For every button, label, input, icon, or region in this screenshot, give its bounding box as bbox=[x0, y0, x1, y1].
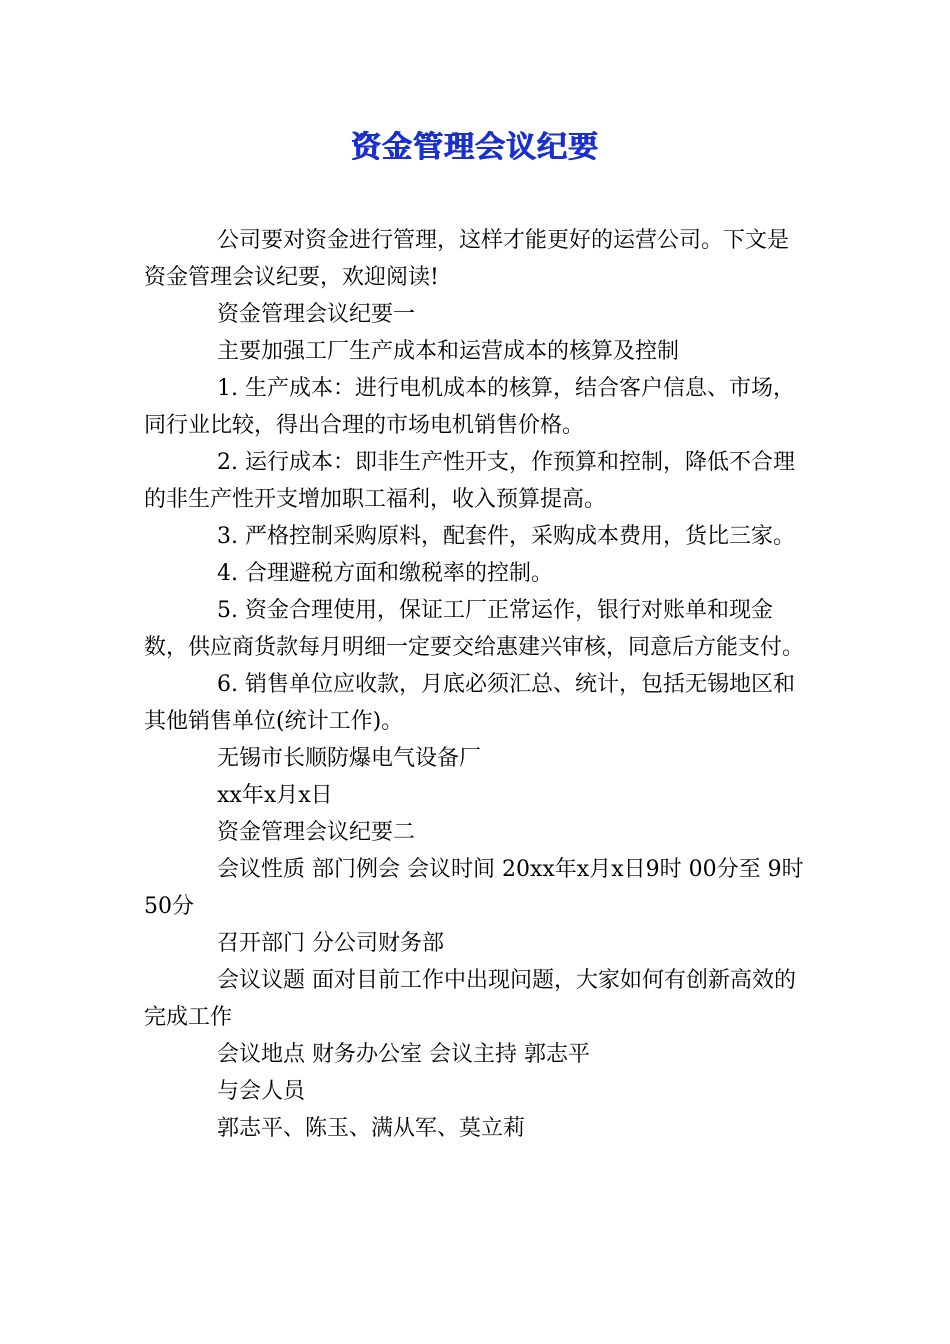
attendees-label: 与会人员 bbox=[217, 1079, 306, 1104]
list-item-fund-usage: 5. 资金合理使用，保证工厂正常运作，银行对账单和现金数，供应商货款每月明细一定要交给惠建兴审核，同意后方能支付。 bbox=[144, 598, 805, 660]
section-heading-two: 资金管理会议纪要二 bbox=[217, 820, 416, 845]
document-title: 资金管理会议纪要 bbox=[351, 130, 599, 165]
list-item-receivables: 6. 销售单位应收款，月底必须汇总、统计，包括无锡地区和其他销售单位(统计工作)。 bbox=[144, 672, 795, 734]
paragraph-intro: 公司要对资金进行管理，这样才能更好的运营公司。下文是资金管理会议纪要，欢迎阅读! bbox=[144, 228, 790, 290]
document-date: xx年x月x日 bbox=[217, 783, 333, 808]
section-heading-one: 资金管理会议纪要一 bbox=[217, 302, 416, 327]
meeting-location-host: 会议地点 财务办公室 会议主持 郭志平 bbox=[217, 1042, 590, 1067]
list-item-procurement: 3. 严格控制采购原料，配套件，采购成本费用，货比三家。 bbox=[217, 524, 795, 549]
company-name: 无锡市长顺防爆电气设备厂 bbox=[217, 746, 482, 771]
list-item-operating-cost: 2. 运行成本：即非生产性开支，作预算和控制，降低不合理的非生产性开支增加职工福利，收入预算提高。 bbox=[144, 450, 795, 512]
paragraph-summary: 主要加强工厂生产成本和运营成本的核算及控制 bbox=[217, 339, 680, 364]
list-item-tax: 4. 合理避税方面和缴税率的控制。 bbox=[217, 561, 553, 586]
meeting-topic: 会议议题 面对目前工作中出现问题，大家如何有创新高效的完成工作 bbox=[144, 968, 796, 1030]
list-item-production-cost: 1. 生产成本：进行电机成本的核算，结合客户信息、市场，同行业比较，得出合理的市场电机销售价格。 bbox=[144, 376, 795, 438]
document-body bbox=[144, 222, 804, 1147]
attendees-list: 郭志平、陈玉、满从军、莫立莉 bbox=[217, 1116, 526, 1141]
meeting-nature-time: 会议性质 部门例会 会议时间 20xx年x月x日9时 00分至 9时50分 bbox=[144, 857, 804, 919]
meeting-department: 召开部门 分公司财务部 bbox=[217, 931, 444, 956]
